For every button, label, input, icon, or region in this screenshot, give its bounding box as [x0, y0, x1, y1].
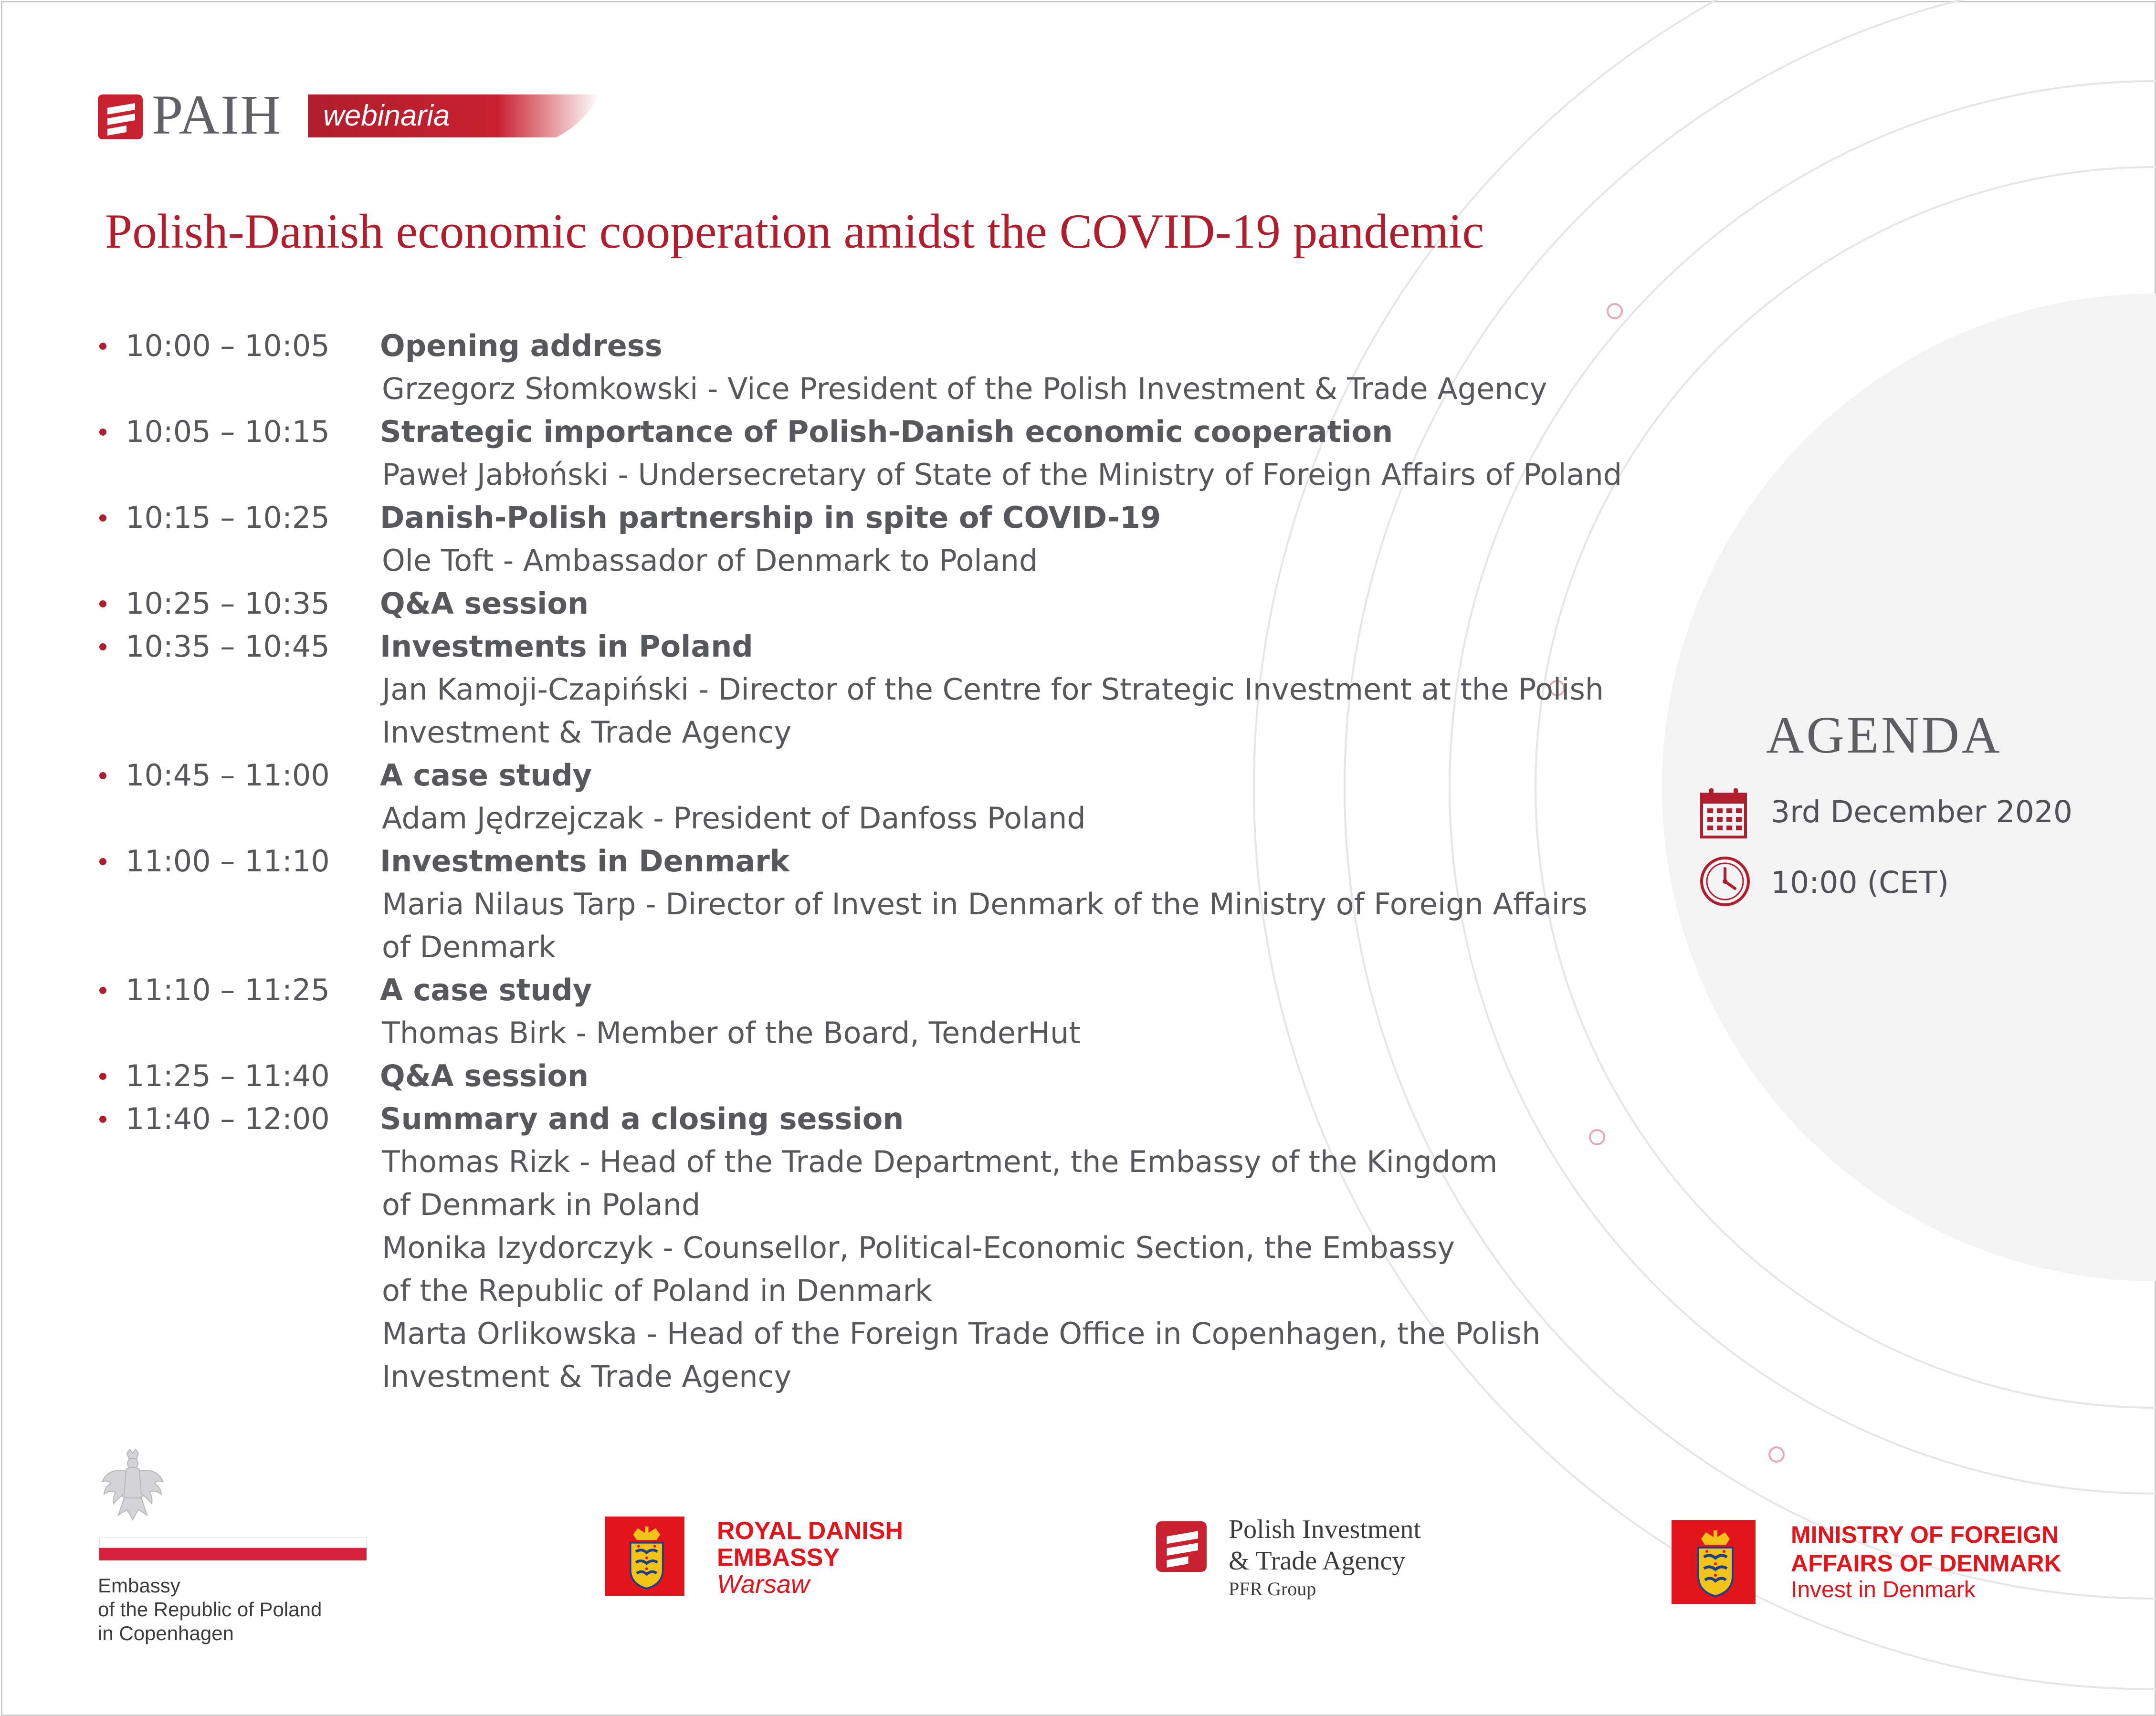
- bullet-icon: [99, 858, 106, 865]
- agenda-heading: AGENDA: [1766, 706, 2002, 764]
- agenda-speaker: Monika Izydorczyk - Counsellor, Political-Economic Section, the Embassy: [382, 1230, 1455, 1265]
- agenda-session-title: A case study: [380, 758, 592, 793]
- bullet-icon: [99, 643, 106, 650]
- event-time: 10:00 (CET): [1771, 865, 1949, 900]
- paih-agency-line: & Trade Agency: [1229, 1546, 1406, 1576]
- page-title: Polish-Danish economic cooperation amidst the COVID-19 pandemic: [105, 204, 1484, 259]
- ministry-subtitle: Invest in Denmark: [1791, 1577, 1976, 1602]
- danish-crest-icon: [1672, 1520, 1756, 1604]
- agenda-speaker: Grzegorz Słomkowski - Vice President of the Polish Investment & Trade Agency: [382, 371, 1547, 406]
- agenda-speaker: Adam Jędrzejczak - President of Danfoss Poland: [382, 801, 1086, 836]
- royal-danish-embassy-label: [717, 1517, 903, 1598]
- agenda-speaker: Maria Nilaus Tarp - Director of Invest in Denmark of the Ministry of Foreign Affairs: [382, 887, 1588, 921]
- ministry-line: MINISTRY OF FOREIGN: [1791, 1521, 2059, 1548]
- agenda-time: 10:25 – 10:35: [126, 586, 330, 621]
- danish-crest-icon: [605, 1517, 684, 1596]
- bullet-icon: [99, 600, 106, 607]
- agenda-speaker: Investment & Trade Agency: [382, 715, 792, 750]
- paih-agency-label: [1229, 1514, 1421, 1601]
- clock-icon: [1699, 855, 1751, 908]
- agenda-item: [99, 754, 1627, 840]
- agenda-speaker: Investment & Trade Agency: [382, 1359, 792, 1394]
- agenda-speaker: of Denmark: [382, 930, 556, 964]
- agenda-item: [99, 496, 1627, 582]
- event-date: 3rd December 2020: [1771, 795, 2072, 829]
- embassy-poland-line: of the Republic of Poland: [98, 1598, 322, 1621]
- agenda-time: 11:40 – 12:00: [126, 1101, 330, 1136]
- embassy-poland-label: [98, 1574, 322, 1645]
- agenda-time: 10:05 – 10:15: [126, 414, 330, 449]
- agenda-item: [99, 324, 1627, 410]
- agenda-speaker: Jan Kamoji-Czapiński - Director of the Centre for Strategic Investment at the Polish: [382, 672, 1604, 707]
- agenda-speaker: Marta Orlikowska - Head of the Foreign Trade Office in Copenhagen, the Polish: [382, 1316, 1541, 1351]
- agenda-session-title: A case study: [380, 973, 592, 1007]
- agenda-item: [99, 969, 1627, 1055]
- agenda-session-title: Investments in Poland: [380, 629, 753, 664]
- agenda-time: 11:25 – 11:40: [126, 1058, 330, 1093]
- agenda-speaker: of Denmark in Poland: [382, 1187, 701, 1222]
- agenda-time: 10:45 – 11:00: [126, 758, 330, 793]
- bullet-icon: [99, 514, 106, 522]
- paih-agency-group: PFR Group: [1229, 1578, 1316, 1600]
- agenda-session-title: Summary and a closing session: [380, 1101, 904, 1136]
- paih-logo-icon: [98, 94, 143, 139]
- agenda-item: [99, 410, 1627, 496]
- bullet-icon: [99, 772, 106, 779]
- agenda-speaker: Thomas Birk - Member of the Board, TenderHut: [382, 1015, 1081, 1050]
- royal-danish-line: ROYAL DANISH: [717, 1517, 904, 1545]
- agenda-session-title: Q&A session: [380, 1058, 589, 1093]
- agenda-item: [99, 1098, 1627, 1398]
- calendar-icon: [1700, 787, 1747, 839]
- bullet-icon: [99, 343, 106, 350]
- agenda-speaker: of the Republic of Poland in Denmark: [382, 1273, 932, 1308]
- agenda-time: 11:00 – 11:10: [126, 844, 330, 879]
- polish-flag: [99, 1538, 367, 1561]
- embassy-poland-line: in Copenhagen: [98, 1622, 234, 1644]
- ministry-line: AFFAIRS OF DENMARK: [1791, 1550, 2061, 1577]
- paih-agency-line: Polish Investment: [1229, 1515, 1421, 1544]
- agenda-time: 11:10 – 11:25: [126, 973, 330, 1007]
- agenda-session-title: Q&A session: [380, 586, 589, 621]
- paih-agency-logo-icon: [1156, 1521, 1207, 1572]
- agenda-item: [99, 1055, 1627, 1098]
- royal-danish-line: EMBASSY: [717, 1544, 840, 1571]
- agenda-time: 10:15 – 10:25: [126, 500, 330, 535]
- agenda-item: [99, 582, 1627, 625]
- agenda-session-title: Strategic importance of Polish-Danish economic cooperation: [380, 414, 1393, 449]
- agenda-item: [99, 840, 1627, 969]
- bullet-icon: [99, 1073, 106, 1080]
- bullet-icon: [99, 429, 106, 436]
- agenda-speaker: Paweł Jabłoński - Undersecretary of State of the Ministry of Foreign Affairs of Poland: [382, 457, 1622, 492]
- agenda-session-title: Investments in Denmark: [380, 844, 790, 879]
- agenda-time: 10:00 – 10:05: [126, 328, 330, 363]
- agenda-session-title: Opening address: [380, 328, 663, 363]
- agenda-list: [99, 324, 1627, 1398]
- polish-eagle-icon: [99, 1448, 166, 1525]
- bullet-icon: [99, 1116, 106, 1123]
- agenda-speaker: Ole Toft - Ambassador of Denmark to Poland: [382, 543, 1038, 578]
- bullet-icon: [99, 987, 106, 994]
- agenda-speaker: Thomas Rizk - Head of the Trade Department, the Embassy of the Kingdom: [382, 1144, 1498, 1179]
- paih-logo-text: PAIH: [152, 84, 282, 146]
- ministry-denmark-label: [1791, 1520, 2061, 1602]
- royal-danish-city: Warsaw: [717, 1570, 810, 1599]
- agenda-item: [99, 625, 1627, 754]
- agenda-session-title: Danish-Polish partnership in spite of COVID-19: [380, 500, 1161, 535]
- embassy-poland-line: Embassy: [98, 1574, 180, 1597]
- webinaria-label: webinaria: [323, 99, 450, 132]
- agenda-time: 10:35 – 10:45: [126, 629, 330, 664]
